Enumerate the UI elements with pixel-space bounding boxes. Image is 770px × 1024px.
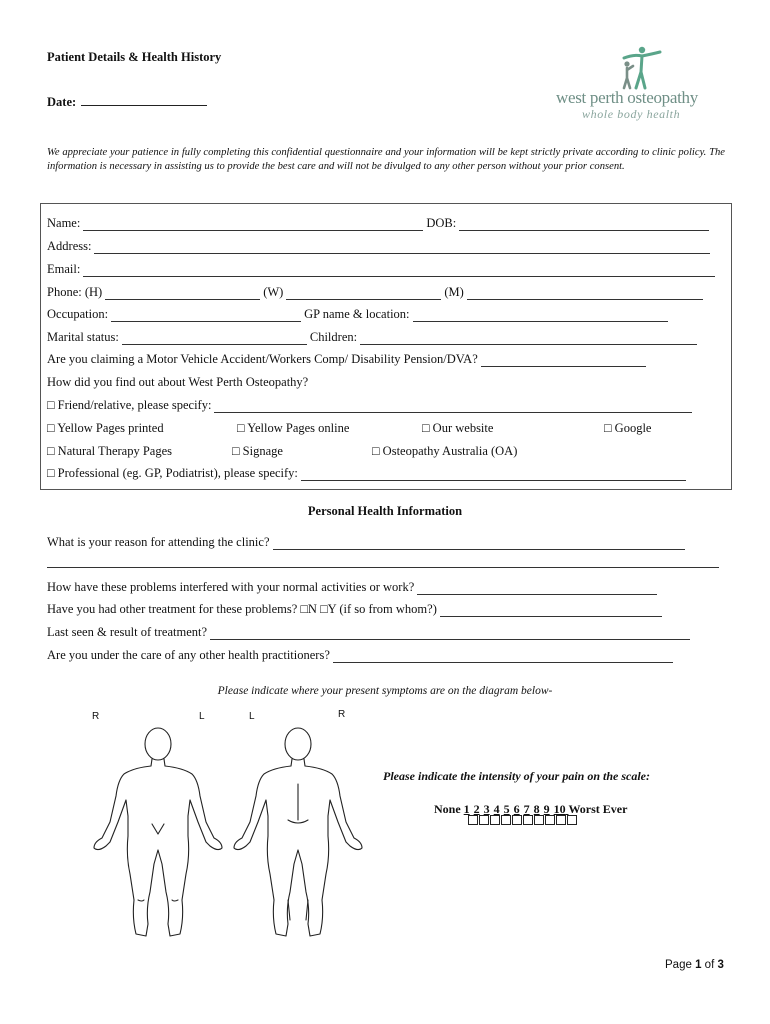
- phone-row: [47, 285, 706, 300]
- google-option[interactable]: □ Google: [604, 421, 652, 435]
- phone-mobile-field[interactable]: [467, 289, 703, 300]
- other-practitioners-label: Are you under the care of any other health practitioners?: [47, 648, 330, 662]
- email-row: [47, 262, 718, 277]
- found-label: How did you find out about West Perth Osteopathy?: [47, 375, 309, 389]
- logo-name: west perth osteopathy: [556, 88, 698, 107]
- address-label: Address:: [47, 239, 92, 253]
- friend-row: [47, 398, 695, 413]
- reason-row: [47, 535, 688, 550]
- pain-value: 3: [483, 802, 490, 816]
- back-left-side-label: L: [249, 711, 255, 722]
- pain-value: 5: [503, 802, 510, 816]
- email-field[interactable]: [83, 266, 715, 277]
- other-practitioners-field[interactable]: [333, 652, 673, 663]
- professional-option[interactable]: □ Professional (eg. GP, Podiatrist), please specify:: [47, 466, 298, 480]
- back-right-side-label: R: [338, 709, 346, 720]
- reason-row-2: [47, 557, 722, 568]
- other-treatment-field[interactable]: [440, 606, 662, 617]
- page-current: 1: [695, 959, 702, 971]
- claiming-row: [47, 352, 649, 367]
- front-right-side-label: R: [92, 711, 100, 722]
- intro-paragraph: We appreciate your patience in fully completing this confidential questionnaire and your information will be kept strictly private according to clinic policy. The information is necessary in assisting us to provide the best care and will not be divulged to any other person without your prior consent.: [47, 147, 725, 172]
- email-label: Email:: [47, 262, 81, 276]
- pain-checkbox-4[interactable]: [501, 815, 511, 825]
- friend-field[interactable]: [214, 402, 692, 413]
- gp-label: GP name & location:: [304, 307, 410, 321]
- natural-therapy-option[interactable]: □ Natural Therapy Pages: [47, 444, 172, 458]
- phone-work-field[interactable]: [286, 289, 441, 300]
- phone-work-label: (W): [263, 285, 284, 299]
- yellow-pages-online-option[interactable]: □ Yellow Pages online: [237, 421, 350, 435]
- page-prefix: Page: [665, 959, 692, 971]
- address-row: [47, 239, 713, 254]
- logo-tagline: whole body health: [582, 107, 681, 121]
- professional-row: [47, 466, 689, 481]
- health-section-title: Personal Health Information: [307, 504, 463, 518]
- pain-value: 6: [513, 802, 520, 816]
- occupation-row: [47, 307, 671, 322]
- friend-option[interactable]: □ Friend/relative, please specify:: [47, 398, 212, 412]
- last-seen-label: Last seen & result of treatment?: [47, 625, 208, 639]
- marital-row: [47, 330, 700, 345]
- claiming-field[interactable]: [481, 356, 646, 367]
- address-field[interactable]: [94, 243, 710, 254]
- found-row: [47, 375, 308, 390]
- pain-value: 9: [543, 802, 550, 816]
- date-field: [47, 94, 207, 110]
- page-number: [665, 959, 724, 971]
- pain-checkbox-2[interactable]: [479, 815, 489, 825]
- other-practitioners-row: [47, 648, 676, 663]
- other-treatment-label: Have you had other treatment for these problems? □N □Y (if so from whom?): [47, 602, 437, 616]
- other-treatment-row: [47, 602, 665, 617]
- pain-value: 2: [473, 802, 480, 816]
- clinic-logo: [556, 44, 726, 124]
- pain-checkbox-6[interactable]: [523, 815, 533, 825]
- front-left-side-label: L: [199, 711, 205, 722]
- occupation-label: Occupation:: [47, 307, 109, 321]
- pain-checkbox-7[interactable]: [534, 815, 544, 825]
- interfered-field[interactable]: [417, 584, 657, 595]
- marital-field[interactable]: [122, 334, 307, 345]
- signage-option[interactable]: □ Signage: [232, 444, 283, 458]
- source-row-2: [47, 444, 727, 459]
- source-row-1: [47, 421, 727, 436]
- phone-home-field[interactable]: [105, 289, 260, 300]
- occupation-field[interactable]: [111, 311, 301, 322]
- diagram-caption: Please indicate where your present symptoms are on the diagram below-: [217, 685, 553, 697]
- pain-value: 8: [533, 802, 540, 816]
- pain-checkbox-9[interactable]: [556, 815, 566, 825]
- marital-label: Marital status:: [47, 330, 119, 344]
- name-row: [47, 216, 712, 231]
- pain-value: 1: [463, 802, 470, 816]
- pain-scale-caption: Please indicate the intensity of your pain on the scale:: [383, 769, 650, 783]
- yellow-pages-printed-option[interactable]: □ Yellow Pages printed: [47, 421, 164, 435]
- pain-scale-values: [464, 802, 569, 816]
- website-option[interactable]: □ Our website: [422, 421, 494, 435]
- pain-none-label: None: [434, 802, 461, 816]
- pain-checkbox-3[interactable]: [490, 815, 500, 825]
- claiming-label: Are you claiming a Motor Vehicle Accident/Workers Comp/ Disability Pension/DVA?: [47, 352, 478, 366]
- dob-field[interactable]: [459, 220, 709, 231]
- page-total: 3: [717, 959, 724, 971]
- name-label: Name:: [47, 216, 81, 230]
- page-title: Patient Details & Health History: [47, 50, 222, 64]
- phone-mobile-label: (M): [444, 285, 464, 299]
- pain-checkbox-5[interactable]: [512, 815, 522, 825]
- people-logo-icon: [614, 44, 662, 92]
- children-label: Children:: [309, 330, 358, 344]
- pain-checkbox-1[interactable]: [468, 815, 478, 825]
- gp-field[interactable]: [413, 311, 668, 322]
- pain-checkbox-8[interactable]: [545, 815, 555, 825]
- page-of: of: [704, 959, 715, 971]
- phone-home-label: Phone: (H): [47, 285, 103, 299]
- interfered-label: How have these problems interfered with your normal activities or work?: [47, 580, 415, 594]
- body-front-diagram[interactable]: [88, 724, 228, 940]
- dob-label: DOB:: [426, 216, 457, 230]
- last-seen-field[interactable]: [210, 629, 690, 640]
- children-field[interactable]: [360, 334, 697, 345]
- reason-field-2[interactable]: [47, 557, 719, 568]
- professional-field[interactable]: [301, 470, 686, 481]
- reason-field[interactable]: [273, 539, 685, 550]
- pain-value: 10: [553, 802, 566, 816]
- body-back-diagram[interactable]: [226, 724, 368, 940]
- pain-checkboxes: [468, 815, 577, 825]
- pain-value: 7: [523, 802, 530, 816]
- interfered-row: [47, 580, 660, 595]
- pain-checkbox-10[interactable]: [567, 815, 577, 825]
- date-label: Date:: [47, 95, 77, 109]
- date-input-line[interactable]: [81, 94, 207, 106]
- pain-worst-label: Worst Ever: [568, 802, 628, 816]
- name-field[interactable]: [83, 220, 423, 231]
- reason-label: What is your reason for attending the clinic?: [47, 535, 270, 549]
- osteopathy-australia-option[interactable]: □ Osteopathy Australia (OA): [372, 444, 518, 458]
- last-seen-row: [47, 625, 693, 640]
- pain-value: 4: [493, 802, 500, 816]
